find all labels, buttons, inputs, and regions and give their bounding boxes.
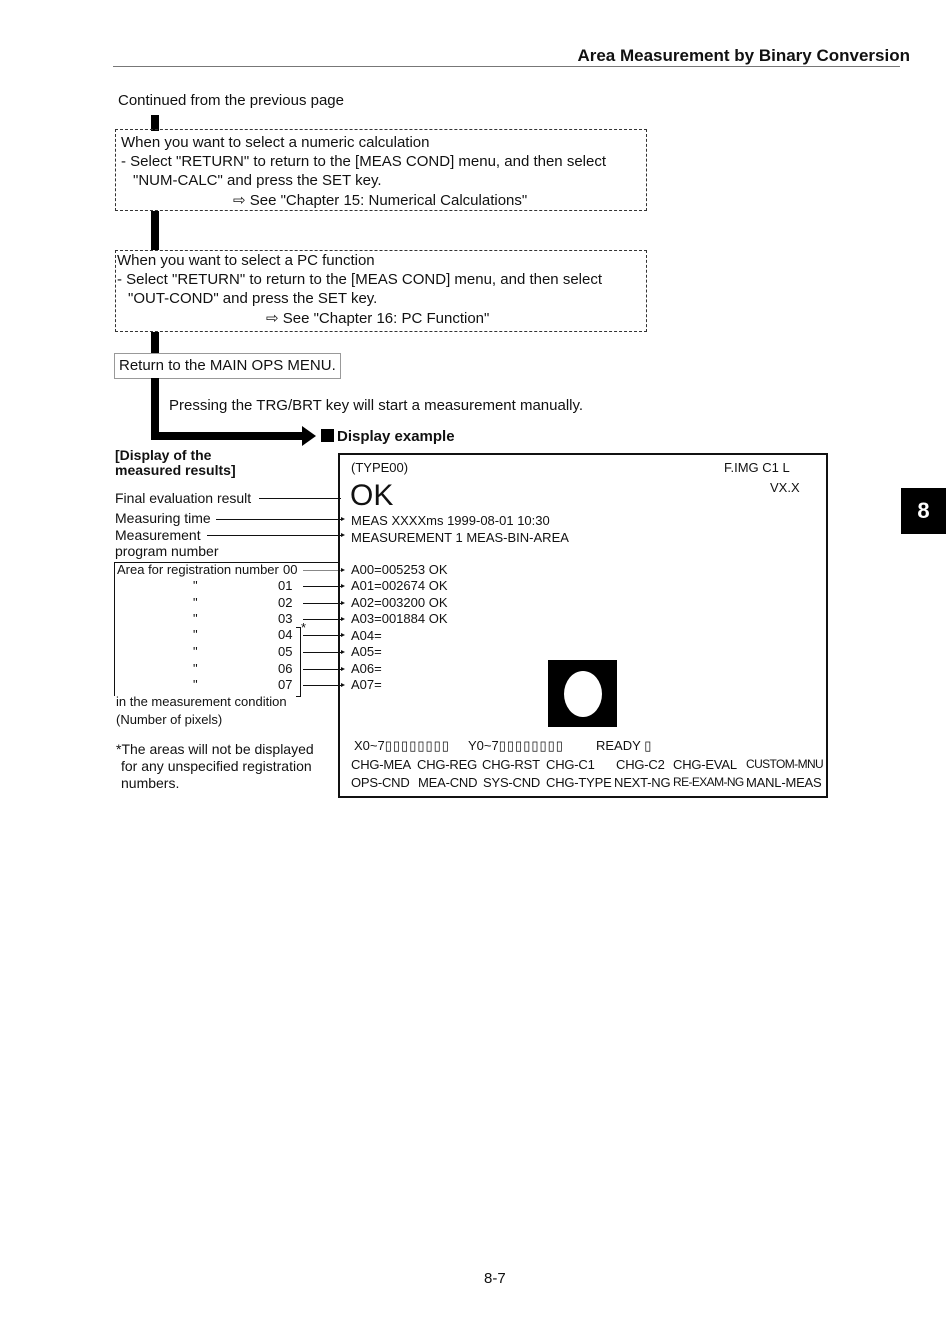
menu-item: MEA-CND (418, 775, 478, 790)
reg-leader (303, 603, 341, 604)
area-value: A02=003200 OK (351, 595, 448, 610)
menu-item: OPS-CND (351, 775, 410, 790)
reg-leader (303, 586, 341, 587)
reg-leader (303, 685, 341, 686)
flow-arrow-icon (302, 426, 316, 446)
area-value: A03=001884 OK (351, 611, 448, 626)
screen-fimg: F.IMG C1 L (724, 460, 790, 475)
screen-version: VX.X (770, 480, 800, 495)
chapter-tab: 8 (901, 488, 946, 534)
reg-number: 07 (278, 677, 293, 692)
binary-blob (564, 671, 602, 717)
reg-number: 02 (278, 595, 293, 610)
asterisk-mark: * (301, 620, 307, 635)
meas-prog-line1: Measurement (115, 527, 201, 543)
meas-prog-line2: program number (115, 543, 219, 559)
ditto-mark: " (193, 627, 198, 642)
area-value: A07= (351, 677, 382, 692)
screen-y-io (468, 738, 564, 754)
page-header-title: Area Measurement by Binary Conversion (577, 46, 910, 65)
footnote-line3: numbers. (121, 775, 180, 791)
meas-time-label: Measuring time (115, 510, 211, 526)
menu-item: CHG-REG (417, 757, 477, 772)
final-eval-label: Final evaluation result (115, 490, 252, 506)
reg-leader (303, 570, 341, 571)
screen-x-io (354, 738, 450, 754)
screen-measurement: MEASUREMENT 1 MEAS-BIN-AREA (351, 530, 569, 545)
ready-box: ▯ (644, 738, 652, 753)
numeric-line2: - Select "RETURN" to return to the [MEAS COND] menu, and then select (121, 153, 607, 170)
pointer-arrow-icon: ⇨ (233, 192, 246, 209)
menu-item: MANL-MEAS (746, 775, 822, 790)
meas-time-leader (216, 519, 341, 520)
display-example-heading (321, 428, 455, 445)
final-eval-leader (259, 498, 341, 499)
menu-item: CHG-C2 (616, 757, 665, 772)
header-rule (113, 66, 900, 67)
pressing-text: Pressing the TRG/BRT key will start a measurement manually. (169, 397, 584, 414)
reg-leader (303, 619, 341, 620)
menu-item: CHG-TYPE (546, 775, 612, 790)
pointer-arrow-icon: ⇨ (266, 310, 279, 327)
area-value: A05= (351, 644, 382, 659)
cond-line1: in the measurement condition (116, 694, 287, 709)
flow-bar-horizontal (151, 432, 303, 440)
reg-number: 03 (278, 611, 293, 626)
return-main-box (114, 353, 341, 379)
numeric-line1: When you want to select a numeric calculation (121, 134, 430, 151)
menu-item: SYS-CND (483, 775, 541, 790)
binary-image (548, 660, 617, 727)
reg-number: 01 (278, 578, 293, 593)
display-title-line2: measured results] (115, 462, 236, 478)
footnote (116, 741, 314, 792)
area-value: A04= (351, 628, 382, 643)
menu-item: CHG-C1 (546, 757, 595, 772)
area-value: A06= (351, 661, 382, 676)
numeric-see (233, 191, 527, 209)
reg-number: 04 (278, 627, 293, 642)
flow-bar-4 (151, 378, 159, 440)
ditto-mark: " (193, 578, 198, 593)
ditto-mark: " (193, 595, 198, 610)
area-value: A00=005253 OK (351, 562, 448, 577)
reg-leader (303, 635, 341, 636)
pc-line2: - Select "RETURN" to return to the [MEAS COND] menu, and then select (117, 271, 603, 288)
menu-item: RE-EXAM-NG (673, 775, 744, 789)
meas-prog-leader (207, 535, 341, 536)
flow-bar-2 (151, 211, 159, 250)
reg-number: 06 (278, 661, 293, 676)
menu-item: CHG-MEA (351, 757, 411, 772)
square-bullet-icon (321, 429, 334, 442)
y-label: Y0~7 (468, 738, 499, 753)
display-title-line1: [Display of the (115, 447, 212, 463)
numeric-line3: "NUM-CALC" and press the SET key. (133, 172, 382, 189)
menu-item: NEXT-NG (614, 775, 671, 790)
unspecified-bracket (296, 627, 301, 697)
flow-bar-3 (151, 332, 159, 354)
continued-text: Continued from the previous page (118, 92, 344, 109)
x-boxes: ▯▯▯▯▯▯▯▯ (384, 738, 450, 753)
cond-line2: (Number of pixels) (116, 712, 223, 727)
menu-item: CHG-EVAL (673, 757, 737, 772)
x-label: X0~7 (354, 738, 385, 753)
ditto-mark: " (193, 644, 198, 659)
pc-line3: "OUT-COND" and press the SET key. (128, 290, 378, 307)
screen-ready (596, 738, 651, 754)
ditto-mark: " (193, 611, 198, 626)
pc-line1: When you want to select a PC function (117, 252, 375, 269)
display-example-text: Display example (337, 428, 455, 445)
reg-number: 00 (283, 562, 298, 577)
menu-item: CHG-RST (482, 757, 540, 772)
ditto-mark: " (193, 661, 198, 676)
y-boxes: ▯▯▯▯▯▯▯▯ (498, 738, 564, 753)
footnote-line1: *The areas will not be displayed (116, 741, 314, 757)
ditto-mark: " (193, 677, 198, 692)
reg-leader (303, 652, 341, 653)
return-main-text: Return to the MAIN OPS MENU. (119, 357, 336, 374)
screen-type: (TYPE00) (351, 460, 409, 475)
pc-see-text: See "Chapter 16: PC Function" (282, 310, 490, 327)
menu-item: CUSTOM-MNU (746, 757, 824, 771)
numeric-see-text: See "Chapter 15: Numerical Calculations" (249, 192, 528, 209)
meas-prog-label (115, 527, 219, 559)
screen-meas: MEAS XXXXms 1999-08-01 10:30 (351, 513, 550, 528)
area-value: A01=002674 OK (351, 578, 448, 593)
page-number: 8-7 (484, 1270, 506, 1287)
ready-label: READY (596, 738, 641, 753)
pc-see (266, 309, 489, 327)
reg-leader (303, 669, 341, 670)
screen-result: OK (350, 479, 394, 512)
display-title (115, 448, 236, 478)
footnote-line2: for any unspecified registration (121, 758, 312, 774)
display-screen (338, 453, 828, 798)
area-reg-label: Area for registration number (117, 562, 279, 577)
reg-number: 05 (278, 644, 293, 659)
